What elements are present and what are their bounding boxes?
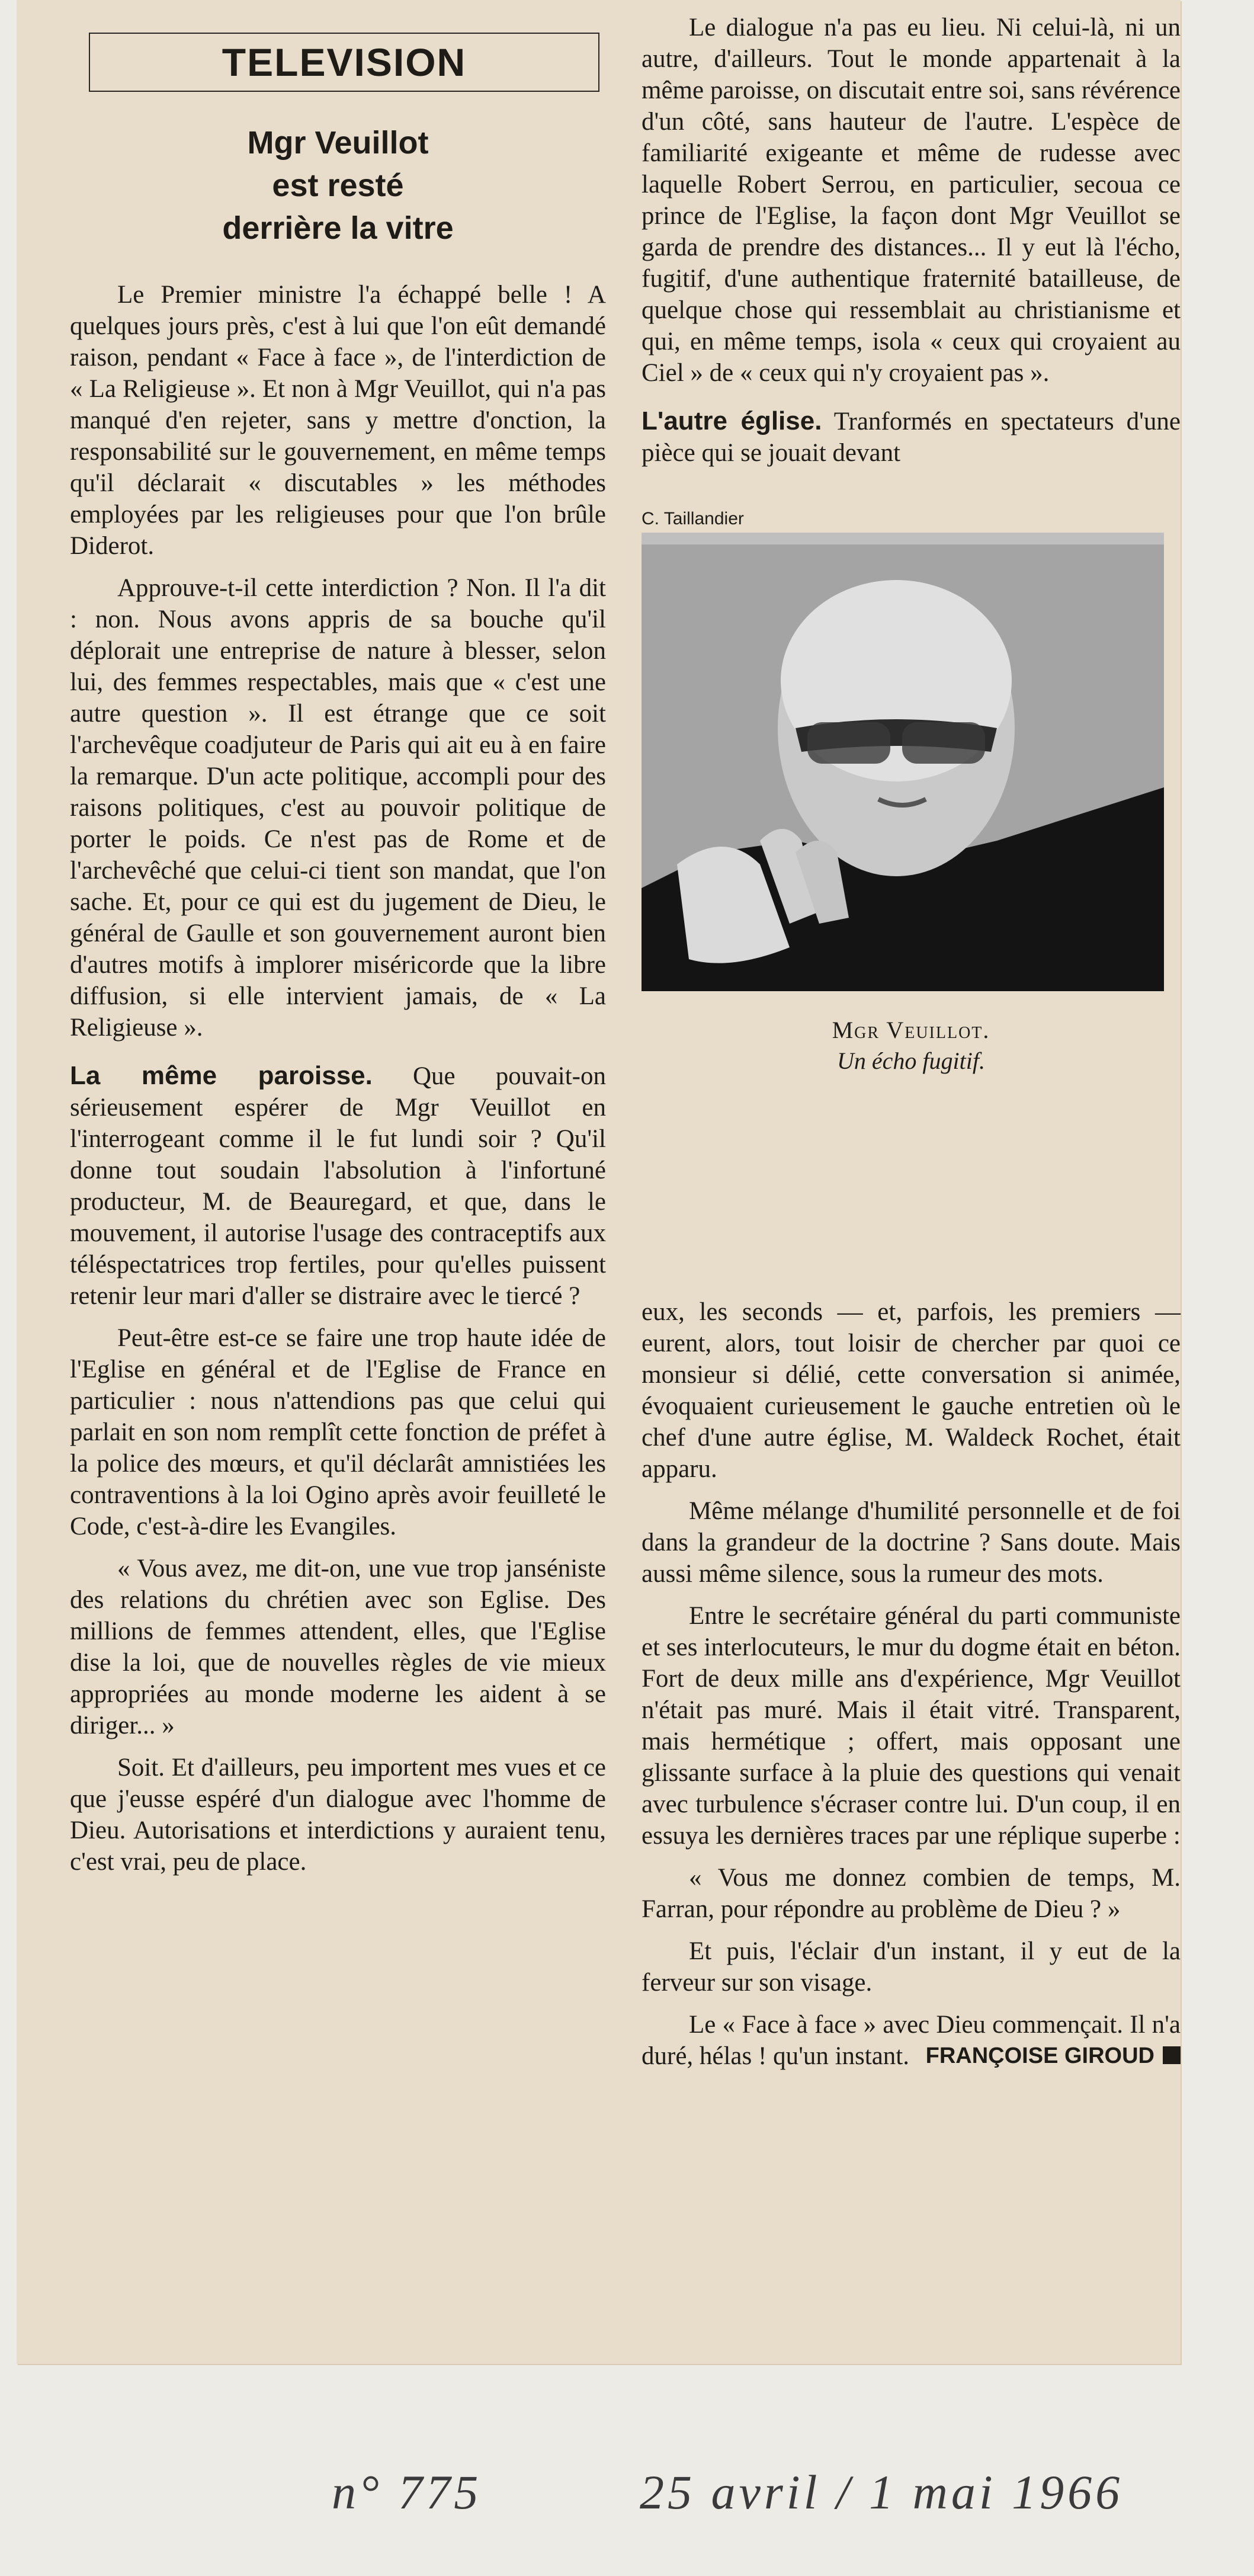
paragraph: Approuve-t-il cette interdiction ? Non. Il l'a dit : non. Nous avons appris de sa bouche qu'il déplorait une entreprise de nature à blesser, selon lui, des femmes respectables, mais que « c'est une autre question ». Il est étrange que ce soit l'archevêque coadjuteur de Paris qui ait eu à en faire la remarque. D'un acte politique, accompli pour des raisons politiques, c'est au pouvoir politique de porter le poids. Ce n'est pas de Rome et de l'archevêché que celui-ci tient son mandat, que l'on sache. Et, pour ce qui est du jugement de Dieu, le général de Gaulle et son gouvernement auront bien d'autres motifs à implorer miséricorde que la libre diffusion, si elle intervient jamais, de « La Religieuse ». (70, 574, 606, 1042)
paragraph: Le « Face à face » avec Dieu commençait. Il n'a duré, hélas ! qu'un instant. (642, 2011, 1181, 2070)
paragraph: Soit. Et d'ailleurs, peu importent mes vues et ce que j'eusse espéré d'un dialogue avec l'homme de Dieu. Autorisations et interdictions y auraient tenu, c'est vrai, peu de place. (70, 1754, 606, 1876)
subhead-text: Que pouvait-on sérieusement espérer de Mgr Veuillot en l'interrogeant comme il le fut lundi soir ? Qu'il donne tout soudain l'absolution à l'infortuné producteur, M. de Beauregard, et que, dans le mouvement, il autorise l'usage des contraceptifs aux téléspectatrices trop fertiles, pour qu'elles puissent retenir leur mari d'aller se distraire avec le tiercé ? (70, 1062, 606, 1310)
paragraph: Le Premier ministre l'a échappé belle ! A quelques jours près, c'est à lui que l'on eût demandé raison, pendant « Face à face », de l'interdiction de « La Religieuse ». Et non à Mgr Veuillot, qui n'a pas manqué d'en rejeter, sans y mettre d'onction, la responsabilité sur le gouvernement, en même temps qu'il déclarait « discutables » les méthodes employées par les religieuses pour que l'on brûle Diderot. (70, 281, 606, 560)
paragraph: « Vous me donnez combien de temps, M. Farran, pour répondre au problème de Dieu ? » (642, 1864, 1181, 1923)
subhead: La même paroisse. (70, 1061, 373, 1090)
section-label: TELEVISION (89, 33, 599, 92)
paragraph: Peut-être est-ce se faire une trop haute idée de l'Eglise en général et de l'Eglise de France en particulier : nous n'attendions pas que celui qui parlait en son nom remplît cette fonction de préfet à la police des mœurs, et qu'il déclarât amnistiées les contraventions à la loi Ogino après avoir feuilleté le Code, c'est-à-dire les Evangiles. (70, 1324, 606, 1540)
newspaper-clipping (17, 0, 1181, 2364)
handwritten-issue-number: n° 775 (332, 2465, 482, 2519)
paragraph: Le dialogue n'a pas eu lieu. Ni celui-là, ni un autre, d'ailleurs. Tout le monde appartenait à la même paroisse, on discutait entre soi, sans révérence d'un côté, sans hauteur de l'autre. L'espèce de familiarité exigeante et même de rudesse avec laquelle Robert Serrou, en particulier, secoua ce prince de l'Eglise, la façon dont Mgr Veuillot se garda de prendre des distances... Il y eut là l'écho, fugitif, d'une authentique fraternité batailleuse, de quelque chose qui ressemblait au christianisme et qui, en même temps, isola « ceux qui croyaient au Ciel » de « ceux qui n'y croyaient pas ». (642, 14, 1181, 387)
headline (70, 121, 606, 249)
end-mark-icon (1163, 2046, 1181, 2064)
paragraph: Même mélange d'humilité personnelle et de foi dans la grandeur de la doctrine ? Sans doute. Mais aussi même silence, sous la rumeur des mots. (642, 1497, 1181, 1588)
caption-name: Mgr Veuillot. (832, 1017, 990, 1043)
headline-line-2: est resté (272, 168, 404, 203)
paragraph: eux, les seconds — et, parfois, les premiers — eurent, alors, tout loisir de chercher par quoi ce monsieur si délié, cette conversation si animée, évoquaient curieusement le gauche entretien où le chef d'une autre église, M. Waldeck Rochet, était apparu. (642, 1298, 1181, 1483)
subhead-text: Tranformés en spectateurs d'une pièce qui se jouait devant (642, 408, 1181, 467)
headline-line-1: Mgr Veuillot (247, 125, 429, 161)
left-column (70, 12, 606, 1877)
headline-line-3: derrière la vitre (222, 210, 454, 246)
paragraph: Et puis, l'éclair d'un instant, il y eut de la ferveur sur son visage. (642, 1937, 1181, 1997)
right-column-bottom (642, 1296, 1181, 2072)
handwritten-date: 25 avril / 1 mai 1966 (640, 2465, 1124, 2519)
paragraph: Entre le secrétaire général du parti communiste et ses interlocuteurs, le mur du dogme était en béton. Fort de deux mille ans d'expérience, Mgr Veuillot n'était pas muré. Mais il était vitré. Transparent, mais hermétique ; offert, mais opposant une glissante surface à la pluie des questions qui venait avec turbulence s'écraser contre lui. D'un coup, il en essuya les dernières traces par une réplique superbe : (642, 1602, 1181, 1850)
paragraph-with-subhead (642, 405, 1181, 469)
subhead: L'autre église. (642, 406, 822, 435)
photo-credit: C. Taillandier (642, 509, 744, 528)
paragraph-with-subhead (70, 1060, 606, 1312)
photo-caption (642, 1015, 1181, 1076)
portrait-photo (642, 533, 1164, 991)
paragraph: « Vous avez, me dit-on, une vue trop janséniste des relations du chrétien avec son Eglise. Des millions de femmes attendent, elles, que l'Eglise dise la loi, que de nouvelles règles de vie mieux appropriées au monde moderne les aident à se diriger... » (70, 1555, 606, 1739)
author-name: FRANÇOISE GIROUD (925, 2043, 1154, 2068)
right-column-top (642, 12, 1181, 1076)
portrait-illustration (642, 533, 1164, 991)
caption-text: Un écho fugitif. (837, 1047, 985, 1074)
